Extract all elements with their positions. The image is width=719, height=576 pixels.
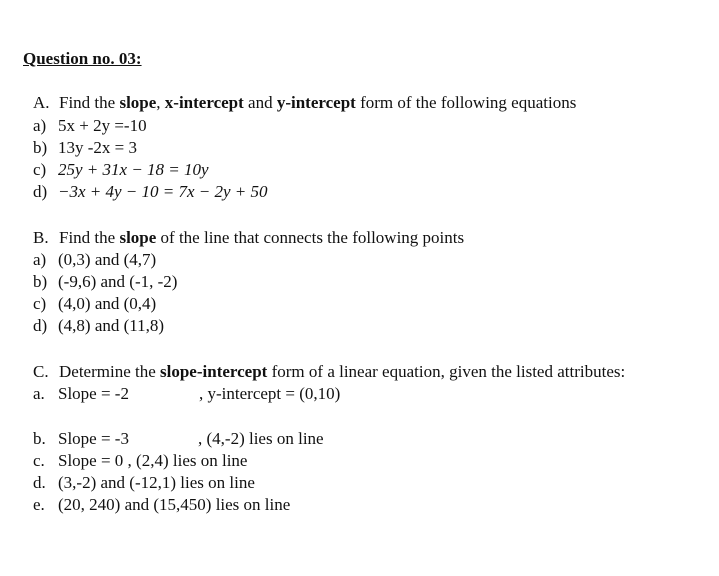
list-item [33, 450, 247, 472]
section-a-text-pre: Find the [59, 93, 120, 112]
list-item [33, 249, 156, 271]
list-item [33, 181, 268, 203]
list-item [33, 271, 177, 293]
section-b-label: B. [33, 228, 49, 247]
section-c-label: C. [33, 362, 49, 381]
list-item [33, 383, 341, 405]
list-item [33, 472, 255, 494]
section-a-text-mid1: , [156, 93, 165, 112]
section-c-text-post: form of a linear equation, given the listed attributes: [267, 362, 626, 381]
section-a-label: A. [33, 93, 50, 112]
item-label: d. [33, 473, 46, 492]
section-b-text-pre: Find the [59, 228, 120, 247]
item-label: c) [33, 294, 47, 313]
attribute-text: Slope = -2 [58, 384, 129, 403]
section-b-bold-slope: slope [119, 228, 157, 247]
item-label: c. [33, 451, 45, 470]
attribute-text: Slope = -3 [58, 429, 129, 448]
list-item [33, 115, 147, 137]
item-label: a) [33, 250, 47, 269]
item-label: b. [33, 429, 46, 448]
item-label: d) [33, 182, 48, 201]
list-item [33, 137, 137, 159]
section-a-text-post: form of the following equations [355, 93, 577, 112]
section-a-text-mid2: and [243, 93, 277, 112]
item-label: d) [33, 316, 48, 335]
section-c-heading [33, 361, 625, 383]
attribute-text: Slope = 0 , (2,4) lies on line [58, 451, 248, 470]
item-label: c) [33, 160, 47, 179]
section-a-bold-slope: slope [119, 93, 157, 112]
attribute-extra: , (4,-2) lies on line [198, 429, 324, 448]
item-label: e. [33, 495, 45, 514]
section-c-text-pre: Determine the [59, 362, 161, 381]
item-label: a) [33, 116, 47, 135]
list-item [33, 315, 164, 337]
section-a-heading [33, 92, 576, 114]
attribute-extra: , y-intercept = (0,10) [199, 384, 341, 403]
points-text: (0,3) and (4,7) [58, 250, 157, 269]
item-label: b) [33, 272, 48, 291]
section-a-bold-y-intercept: y-intercept [276, 93, 356, 112]
section-b-text-post: of the line that connects the following points [156, 228, 465, 247]
equation-text: 13y -2x = 3 [58, 138, 137, 157]
question-title: Question no. 03: [23, 49, 142, 68]
points-text: (-9,6) and (-1, -2) [58, 272, 178, 291]
item-label: a. [33, 384, 45, 403]
attribute-text: (20, 240) and (15,450) lies on line [58, 495, 291, 514]
points-text: (4,8) and (11,8) [58, 316, 165, 335]
list-item [33, 159, 209, 181]
section-b-heading [33, 227, 464, 249]
attribute-text: (3,-2) and (-12,1) lies on line [58, 473, 255, 492]
equation-text: 5x + 2y =-10 [58, 116, 147, 135]
list-item [33, 494, 290, 516]
list-item [33, 293, 156, 315]
list-item [33, 428, 324, 450]
equation-text: 25y + 31x − 18 = 10y [58, 160, 209, 179]
item-label: b) [33, 138, 48, 157]
equation-text: −3x + 4y − 10 = 7x − 2y + 50 [58, 182, 268, 201]
section-a-bold-x-intercept: x-intercept [164, 93, 244, 112]
points-text: (4,0) and (0,4) [58, 294, 157, 313]
section-c-bold-slope-intercept: slope-intercept [160, 362, 268, 381]
